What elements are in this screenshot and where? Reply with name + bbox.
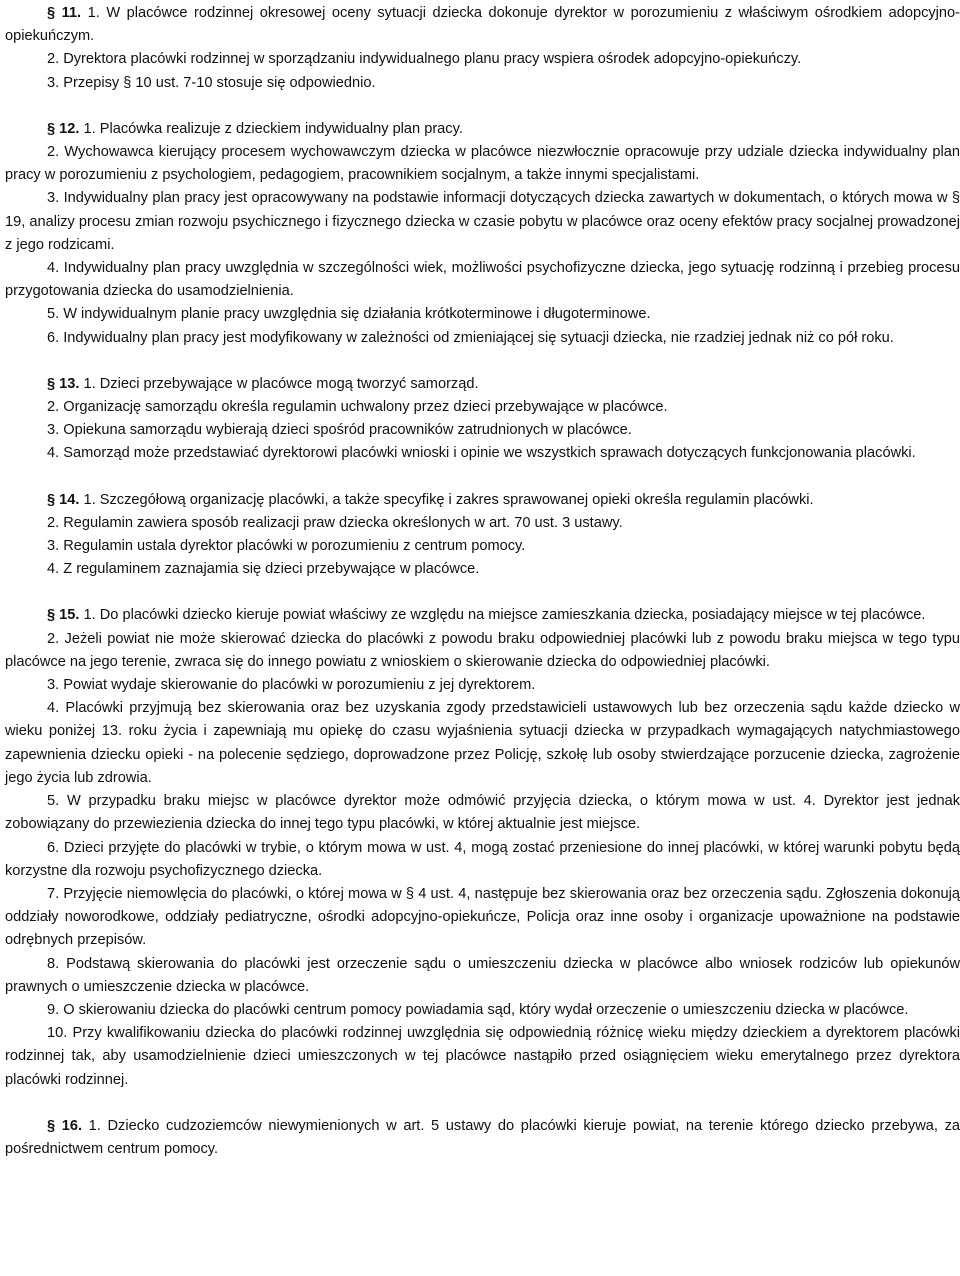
- paragraph-text: 3. Powiat wydaje skierowanie do placówki w porozumieniu z jej dyrektorem.: [47, 677, 536, 694]
- paragraph-text: 1. Dzieci przebywające w placówce mogą tworzyć samorząd.: [79, 375, 479, 392]
- paragraph-text: 9. O skierowaniu dziecka do placówki centrum pomocy powiadamia sąd, który wydał orzeczenie o umieszczeniu dziecka w placówce.: [47, 1001, 909, 1018]
- section-paragraph: [5, 489, 960, 512]
- paragraph-text: 1. Placówka realizuje z dzieckiem indywidualny plan pracy.: [79, 120, 463, 137]
- paragraph: [5, 697, 960, 790]
- paragraph-text: 1. Szczegółową organizację placówki, a także specyfikę i zakres sprawowanej opieki określa regulamin placówki.: [79, 491, 814, 508]
- paragraph-text: 10. Przy kwalifikowaniu dziecka do placówki rodzinnej uwzględnia się odpowiednią różnicę wieku między dzieckiem a dyrektorem placówki rodzinnej tak, aby usamodzielnienie dzieci umieszczonych w tej placówce nastąpiło przed osiągnięciem wieku emerytalnego przez dyrektora placówki rodzinnej.: [5, 1025, 960, 1088]
- section-paragraph: [5, 1115, 960, 1161]
- paragraph: [5, 628, 960, 674]
- paragraph-text: 5. W przypadku braku miejsc w placówce dyrektor może odmówić przyjęcia dziecka, o którym mowa w ust. 4. Dyrektor jest jednak zobowiązany do przewiezienia dziecka do innej tego typu placówki, w której aktualnie jest miejsce.: [5, 793, 960, 833]
- paragraph-text: 1. Do placówki dziecko kieruje powiat właściwy ze względu na miejsce zamieszkania dziecka, posiadający miejsce w tej placówce.: [79, 607, 926, 624]
- section-number: § 14.: [47, 491, 80, 508]
- paragraph-text: 4. Indywidualny plan pracy uwzględnia w szczególności wiek, możliwości psychofizyczne dziecka, jego sytuację rodzinną i przebieg procesu przygotowania dziecka do usamodzielnienia.: [5, 260, 960, 300]
- section-paragraph: [5, 373, 960, 396]
- paragraph-text: 3. Przepisy § 10 ust. 7-10 stosuje się odpowiednio.: [47, 74, 376, 91]
- section-number: § 11.: [47, 5, 82, 21]
- section-number: § 13.: [47, 375, 80, 392]
- paragraph-text: 1. W placówce rodzinnej okresowej oceny sytuacji dziecka dokonuje dyrektor w porozumieniu z właściwym ośrodkiem adopcyjno-opiekuńczym.: [5, 5, 960, 45]
- paragraph-spacer: [5, 1092, 960, 1115]
- section-number: § 12.: [47, 120, 80, 137]
- paragraph: [5, 674, 960, 697]
- paragraph-spacer: [5, 466, 960, 489]
- paragraph-text: 3. Regulamin ustala dyrektor placówki w porozumieniu z centrum pomocy.: [47, 538, 526, 555]
- paragraph: [5, 1022, 960, 1092]
- paragraph: [5, 48, 960, 71]
- paragraph: [5, 187, 960, 257]
- paragraph: [5, 999, 960, 1022]
- paragraph: [5, 883, 960, 953]
- paragraph: [5, 512, 960, 535]
- section-paragraph: [5, 604, 960, 627]
- paragraph-text: 6. Indywidualny plan pracy jest modyfikowany w zależności od zmieniającej się sytuacji dziecka, nie rzadziej jednak niż co pół roku.: [47, 329, 894, 346]
- paragraph: [5, 442, 960, 465]
- paragraph-spacer: [5, 350, 960, 373]
- paragraph: [5, 558, 960, 581]
- paragraph: [5, 953, 960, 999]
- paragraph: [5, 72, 960, 95]
- paragraph: [5, 419, 960, 442]
- paragraph-spacer: [5, 581, 960, 604]
- paragraph: [5, 535, 960, 558]
- paragraph-text: 1. Dziecko cudzoziemców niewymienionych w art. 5 ustawy do placówki kieruje powiat, na terenie którego dziecko przebywa, za pośrednictwem centrum pomocy.: [5, 1117, 960, 1157]
- paragraph-text: 2. Dyrektora placówki rodzinnej w sporządzaniu indywidualnego planu pracy wspiera ośrodek adopcyjno-opiekuńczy.: [47, 51, 802, 68]
- paragraph: [5, 837, 960, 883]
- paragraph-text: 2. Regulamin zawiera sposób realizacji praw dziecka określonych w art. 70 ust. 3 ustawy.: [47, 514, 623, 531]
- paragraph-text: 2. Wychowawca kierujący procesem wychowawczym dziecka w placówce niezwłocznie opracowuje przy udziale dziecka indywidualny plan pracy w porozumieniu z psychologiem, pedagogiem, pracownikiem socjalnym, a także innymi specjalistami.: [5, 144, 960, 184]
- section-paragraph: [5, 118, 960, 141]
- paragraph-text: 7. Przyjęcie niemowlęcia do placówki, o której mowa w § 4 ust. 4, następuje bez skierowania oraz bez orzeczenia sądu. Zgłoszenia dokonują oddziały noworodkowe, oddziały pediatryczne, ośrodki adopcyjno-opiekuńcze, Policja oraz inne osoby i organizacje upoważnione na podstawie odrębnych przepisów.: [5, 885, 960, 949]
- paragraph: [5, 396, 960, 419]
- paragraph: [5, 141, 960, 187]
- paragraph-text: 4. Samorząd może przedstawiać dyrektorowi placówki wnioski i opinie we wszystkich sprawach dotyczących funkcjonowania placówki.: [47, 445, 916, 462]
- paragraph-text: 5. W indywidualnym planie pracy uwzględnia się działania krótkoterminowe i długoterminowe.: [47, 306, 651, 323]
- paragraph-spacer: [5, 95, 960, 118]
- paragraph: [5, 790, 960, 836]
- paragraph-text: 4. Placówki przyjmują bez skierowania oraz bez uzyskania zgody przedstawicieli ustawowych lub bez orzeczenia sądu każde dziecko w wieku poniżej 13. roku życia i zapewniają mu opiekę do czasu wyjaśnienia sytuacji dziecka w przypadkach wymagających natychmiastowego zapewnienia dziecku opieki - na polecenie sędziego, doprowadzone przez Policję, szkołę lub osoby stwierdzające porzucenie dziecka, zagrożenie jego życia lub zdrowia.: [5, 700, 960, 786]
- paragraph-text: 3. Opiekuna samorządu wybierają dzieci spośród pracowników zatrudnionych w placówce.: [47, 422, 632, 439]
- paragraph-text: 4. Z regulaminem zaznajamia się dzieci przebywające w placówce.: [47, 561, 480, 578]
- paragraph: [5, 303, 960, 326]
- paragraph-text: 6. Dzieci przyjęte do placówki w trybie, o którym mowa w ust. 4, mogą zostać przeniesione do innej placówki, w której warunki pobytu będą korzystne dla rozwoju psychofizycznego dziecka.: [5, 839, 960, 879]
- section-number: § 16.: [47, 1117, 83, 1134]
- paragraph-text: 2. Jeżeli powiat nie może skierować dziecka do placówki z powodu braku odpowiedniej placówki lub z powodu braku miejsca w tego typu placówce na jego terenie, zwraca się do innego powiatu z wnioskiem o skierowanie dziecka do odpowiedniej placówki.: [5, 630, 960, 670]
- paragraph-text: 3. Indywidualny plan pracy jest opracowywany na podstawie informacji dotyczących dziecka zawartych w dokumentach, o których mowa w § 19, analizy procesu zmian rozwoju psychicznego i fizycznego dziecka w czasie pobytu w placówce oraz oceny efektów pracy socjalnej prowadzonej z jego rodzicami.: [5, 190, 960, 253]
- paragraph: [5, 327, 960, 350]
- section-paragraph: [5, 2, 960, 48]
- paragraph: [5, 257, 960, 303]
- paragraph-text: 8. Podstawą skierowania do placówki jest orzeczenie sądu o umieszczeniu dziecka w placówce albo wniosek rodziców lub opiekunów prawnych o umieszczenie dziecka w placówce.: [5, 955, 960, 995]
- paragraph-text: 2. Organizację samorządu określa regulamin uchwalony przez dzieci przebywające w placówce.: [47, 399, 668, 416]
- section-number: § 15.: [47, 607, 80, 624]
